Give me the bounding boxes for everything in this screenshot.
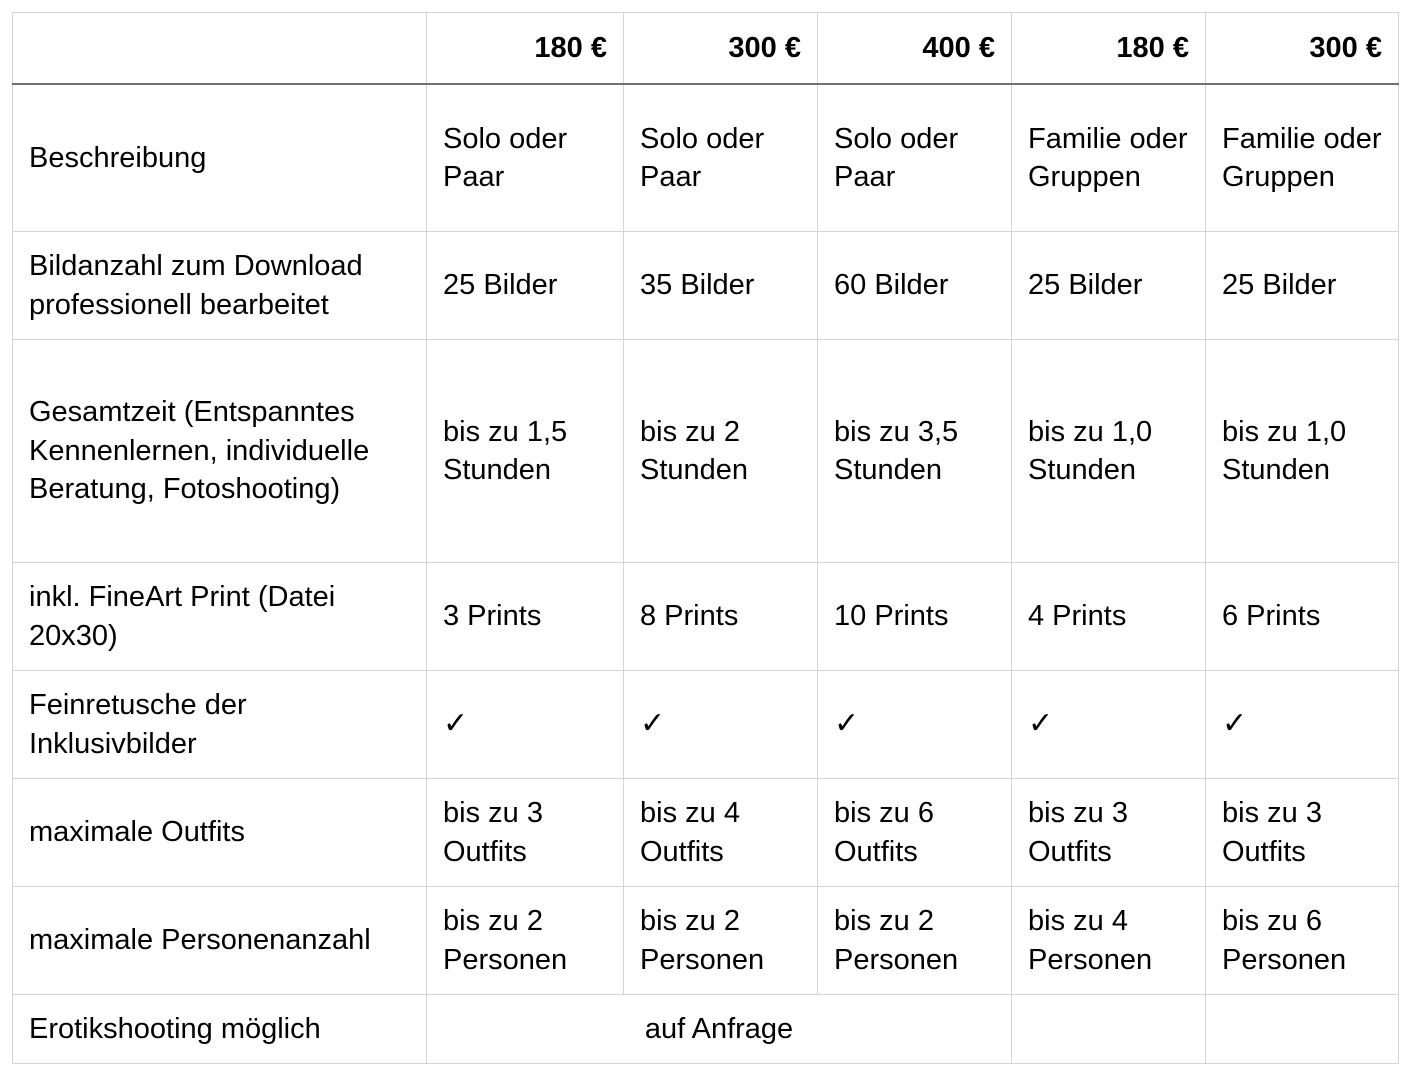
row-label: Feinretusche der Inklusivbilder xyxy=(13,671,427,779)
table-cell: bis zu 2 Personen xyxy=(427,887,624,995)
table-cell: 25 Bilder xyxy=(1012,232,1206,340)
price-header: 300 € xyxy=(624,13,818,85)
table-cell: 25 Bilder xyxy=(427,232,624,340)
table-cell: 6 Prints xyxy=(1206,563,1399,671)
price-header: 180 € xyxy=(1012,13,1206,85)
table-row-outfits xyxy=(13,779,1399,887)
table-cell: bis zu 4 Outfits xyxy=(624,779,818,887)
price-header: 400 € xyxy=(818,13,1012,85)
row-label: inkl. FineArt Print (Datei 20x30) xyxy=(13,563,427,671)
price-header: 300 € xyxy=(1206,13,1399,85)
row-label: Gesamtzeit (Entspanntes Kennenlernen, individuelle Beratung, Fotoshooting) xyxy=(13,340,427,563)
table-row-bildanzahl xyxy=(13,232,1399,340)
table-cell: 4 Prints xyxy=(1012,563,1206,671)
table-row-gesamtzeit xyxy=(13,340,1399,563)
table-cell: bis zu 6 Outfits xyxy=(818,779,1012,887)
table-cell: bis zu 4 Personen xyxy=(1012,887,1206,995)
table-cell: bis zu 3 Outfits xyxy=(1012,779,1206,887)
table-cell: bis zu 2 Stunden xyxy=(624,340,818,563)
table-cell xyxy=(1012,995,1206,1064)
table-cell: bis zu 3 Outfits xyxy=(427,779,624,887)
table-cell: Solo oder Paar xyxy=(624,84,818,232)
table-cell: bis zu 2 Personen xyxy=(818,887,1012,995)
table-cell: 35 Bilder xyxy=(624,232,818,340)
checkmark-icon: ✓ xyxy=(1012,671,1206,779)
table-row-erotik xyxy=(13,995,1399,1064)
header-corner xyxy=(13,13,427,85)
table-row-print xyxy=(13,563,1399,671)
merged-cell: auf Anfrage xyxy=(427,995,1012,1064)
table-cell: Solo oder Paar xyxy=(427,84,624,232)
table-row-retusche xyxy=(13,671,1399,779)
table-cell: bis zu 3,5 Stunden xyxy=(818,340,1012,563)
table-row-personen xyxy=(13,887,1399,995)
table-cell: Familie oder Gruppen xyxy=(1206,84,1399,232)
table-cell: bis zu 3 Outfits xyxy=(1206,779,1399,887)
row-label: maximale Outfits xyxy=(13,779,427,887)
table-cell: bis zu 1,5 Stunden xyxy=(427,340,624,563)
table-cell xyxy=(1206,995,1399,1064)
table-cell: 3 Prints xyxy=(427,563,624,671)
price-header: 180 € xyxy=(427,13,624,85)
checkmark-icon: ✓ xyxy=(1206,671,1399,779)
table-row-beschreibung xyxy=(13,84,1399,232)
row-label: Erotikshooting möglich xyxy=(13,995,427,1064)
table-cell: bis zu 2 Personen xyxy=(624,887,818,995)
table-cell: bis zu 1,0 Stunden xyxy=(1012,340,1206,563)
table-cell: 10 Prints xyxy=(818,563,1012,671)
row-label: maximale Personenanzahl xyxy=(13,887,427,995)
table-cell: bis zu 6 Personen xyxy=(1206,887,1399,995)
row-label: Beschreibung xyxy=(13,84,427,232)
table-cell: 8 Prints xyxy=(624,563,818,671)
checkmark-icon: ✓ xyxy=(427,671,624,779)
checkmark-icon: ✓ xyxy=(818,671,1012,779)
header-row xyxy=(13,13,1399,85)
row-label: Bildanzahl zum Download professionell bearbeitet xyxy=(13,232,427,340)
table-cell: Solo oder Paar xyxy=(818,84,1012,232)
table-cell: Familie oder Gruppen xyxy=(1012,84,1206,232)
table-cell: 60 Bilder xyxy=(818,232,1012,340)
checkmark-icon: ✓ xyxy=(624,671,818,779)
table-cell: 25 Bilder xyxy=(1206,232,1399,340)
pricing-table xyxy=(12,12,1399,1064)
table-cell: bis zu 1,0 Stunden xyxy=(1206,340,1399,563)
